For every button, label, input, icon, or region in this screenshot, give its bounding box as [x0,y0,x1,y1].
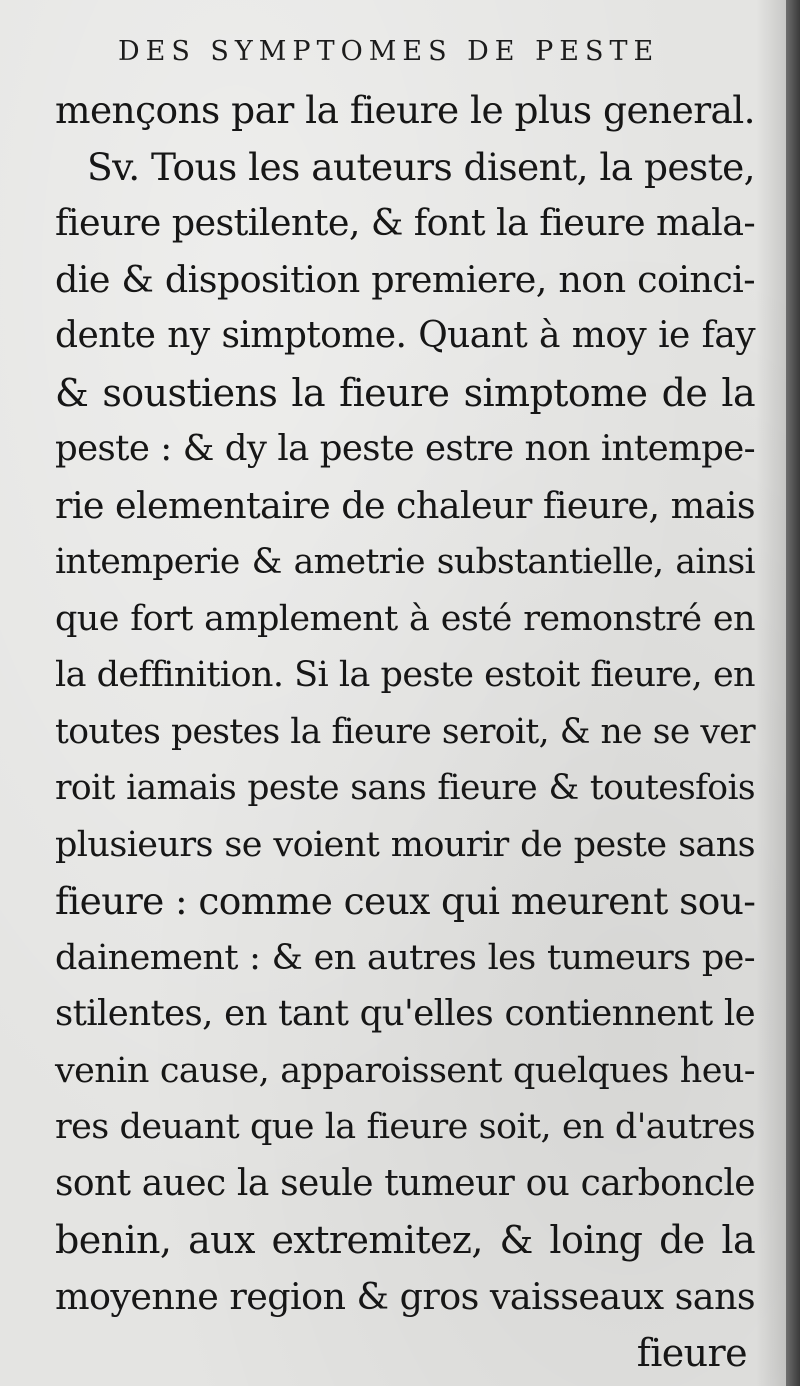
text-line: die & disposition premiere, non coinci- [55,257,755,301]
page-edge-shadow [756,0,786,1386]
text-line: sont auec la seule tumeur ou carboncle [55,1162,755,1204]
body-text [55,82,755,1382]
catchword: fieure [636,1331,747,1375]
text-line: mençons par la fieure le plus general. [55,88,755,132]
text-line: benin, aux extremitez, & loing de la [55,1218,755,1262]
text-line: la deffinition. Si la peste estoit fieure, en [55,655,755,695]
text-line: fieure pestilente, & font la fieure mala- [55,201,756,244]
text-line: res deuant que la fieure soit, en d'autres [55,1107,755,1147]
text-line: dente ny simptome. Quant à moy ie fay [55,315,755,356]
text-line: plusieurs se voient mourir de peste sans [55,824,755,865]
text-line: venin cause, apparoissent quelques heu- [55,1050,755,1091]
text-line: moyenne region & gros vaisseaux sans [55,1274,755,1318]
text-line: roit iamais peste sans fieure & toutesfois [55,768,755,808]
text-line [55,1325,755,1382]
text-line: & soustiens la fieure simptome de la [55,370,755,415]
text-line: intemperie & ametrie substantielle, ainsi [55,542,755,582]
text-line: Sv. Tous les auteurs disent, la peste, [87,144,755,189]
text-line: toutes pestes la fieure seroit, & ne se ver [55,711,755,752]
text-line: dainement : & en autres les tumeurs pe- [55,937,755,978]
text-line: peste : & dy la peste estre non intempe- [55,428,755,469]
text-line: fieure : comme ceux qui meurent sou- [55,879,756,923]
binding-gutter [786,0,800,1386]
text-line: que fort amplement à esté remonstré en [55,598,755,639]
running-head: DES SYMPTOMES DE PESTE [118,36,660,67]
text-line: rie elementaire de chaleur fieure, mais [55,483,755,527]
text-line: stilentes, en tant qu'elles contiennent le [55,993,755,1034]
